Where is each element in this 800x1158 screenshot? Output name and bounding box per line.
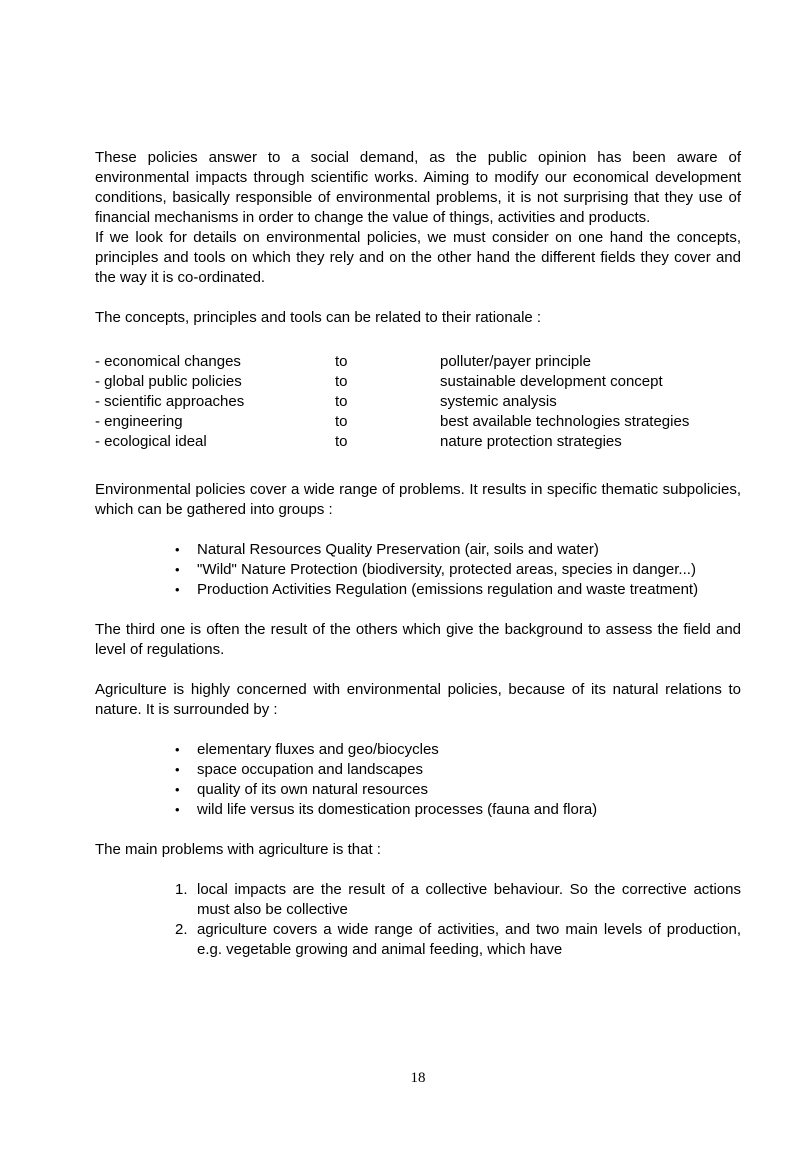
mapping-right: systemic analysis (440, 393, 557, 410)
mapping-connector: to (335, 393, 348, 410)
list-number: 1. (175, 881, 188, 898)
bullet-icon: • (175, 562, 180, 577)
mapping-row (95, 432, 741, 452)
list-item-text: Production Activities Regulation (emissions regulation and waste treatment) (197, 581, 699, 598)
mapping-left: - global public policies (95, 373, 242, 390)
mapping-right: sustainable development concept (440, 373, 663, 390)
page-content (95, 148, 741, 960)
mapping-connector: to (335, 413, 348, 430)
mapping-row (95, 372, 741, 392)
paragraph-third-one: The third one is often the result of the others which give the background to assess the field and level of regulations. (95, 621, 741, 658)
list-item-text: elementary fluxes and geo/biocycles (197, 741, 439, 758)
bullet-icon: • (175, 762, 180, 777)
mapping-connector: to (335, 433, 348, 450)
rationale-mapping-list (95, 352, 741, 452)
list-item (175, 540, 741, 560)
mapping-connector: to (335, 353, 348, 370)
paragraph-main-problems: The main problems with agriculture is that : (95, 841, 381, 858)
mapping-left: - ecological ideal (95, 433, 207, 450)
page-number: 18 (410, 1070, 426, 1086)
problems-numbered-list (95, 880, 741, 960)
groups-bullet-list (95, 540, 741, 600)
list-item-text: "Wild" Nature Protection (biodiversity, protected areas, species in danger...) (197, 561, 696, 578)
mapping-left: - scientific approaches (95, 393, 245, 410)
list-item (175, 780, 741, 800)
list-item (175, 880, 741, 920)
mapping-row (95, 412, 741, 432)
mapping-left: - economical changes (95, 353, 241, 370)
list-item-text: agriculture covers a wide range of activities, and two main levels of production, e.g. vegetable growing and animal feeding, which have (197, 921, 741, 958)
list-item (175, 740, 741, 760)
list-number: 2. (175, 921, 188, 938)
list-item-text: Natural Resources Quality Preservation (air, soils and water) (197, 541, 599, 558)
bullet-icon: • (175, 542, 180, 557)
paragraph-details-policies: If we look for details on environmental policies, we must consider on one hand the concepts, principles and tools on which they rely and on the other hand the different fields they cover and the way it is co-ordinated. (95, 229, 741, 286)
agriculture-bullet-list (95, 740, 741, 820)
mapping-right: best available technologies strategies (440, 413, 690, 430)
mapping-right: polluter/payer principle (440, 353, 591, 370)
paragraph-rationale-intro: The concepts, principles and tools can be related to their rationale : (95, 309, 542, 326)
list-item (175, 560, 741, 580)
mapping-row (95, 352, 741, 372)
paragraph-policies-demand: These policies answer to a social demand, as the public opinion has been aware of environmental impacts through scientific works. Aiming to modify our economical development conditions, basically responsible of environmental problems, it is not surprising that they use of financial mechanisms in order to change the value of things, activities and products. (95, 149, 741, 226)
bullet-icon: • (175, 782, 180, 797)
mapping-left: - engineering (95, 413, 183, 430)
list-item (175, 920, 741, 960)
list-item (175, 800, 741, 820)
list-item-text: wild life versus its domestication processes (fauna and flora) (197, 801, 598, 818)
mapping-row (95, 392, 741, 412)
bullet-icon: • (175, 742, 180, 757)
list-item-text: space occupation and landscapes (197, 761, 423, 778)
list-item-text: local impacts are the result of a collective behaviour. So the corrective actions must also be collective (197, 881, 741, 918)
mapping-connector: to (335, 373, 348, 390)
paragraph-agriculture: Agriculture is highly concerned with environmental policies, because of its natural relations to nature. It is surrounded by : (95, 681, 741, 718)
paragraph-subpolicies: Environmental policies cover a wide range of problems. It results in specific thematic subpolicies, which can be gathered into groups : (95, 481, 741, 518)
bullet-icon: • (175, 802, 180, 817)
list-item-text: quality of its own natural resources (197, 781, 428, 798)
mapping-right: nature protection strategies (440, 433, 622, 450)
list-item (175, 760, 741, 780)
bullet-icon: • (175, 582, 180, 597)
list-item (175, 580, 741, 600)
